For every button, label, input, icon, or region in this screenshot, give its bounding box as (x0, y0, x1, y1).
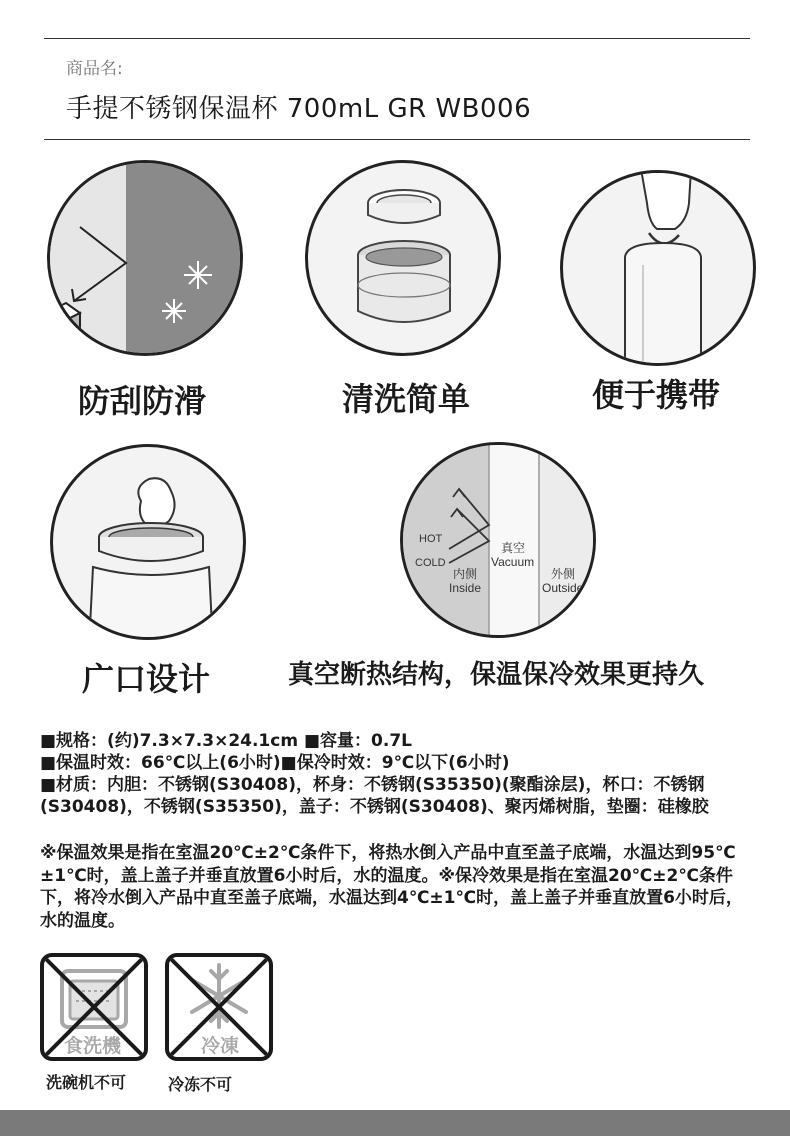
spec-list (40, 730, 756, 818)
feature-carry-label: 便于携带 (592, 376, 721, 414)
feature-scratch-label: 防刮防滑 (78, 382, 207, 420)
outside-en-label: Outside (542, 581, 584, 595)
no-dishwasher-caption: 洗碗机不可 (46, 1073, 127, 1092)
header-divider (44, 139, 750, 140)
product-name-label: 商品名: (66, 59, 123, 79)
no-freezer-caption: 冷冻不可 (168, 1075, 233, 1094)
spec-insulation-time: ■保温时效：66℃以上(6小时)■保冷时效：9℃以下(6小时) (40, 753, 510, 773)
no-dishwasher-icon (40, 953, 148, 1061)
top-divider (44, 38, 750, 39)
insulation-note: ※保温效果是指在室温20℃±2℃条件下，将热水倒入产品中直至盖子底端，水温达到95℃±1℃时，盖上盖子并垂直放置6小时后，水的温度。※保冷效果是指在室温20℃±2℃条件下，将冷水倒入产品中直至盖子底端，水温达到4℃±1℃时，盖上盖子并垂直放置6小时后，水的温度。 (40, 843, 743, 931)
wide-mouth-illustration (50, 444, 246, 640)
feature-vacuum-label: 真空断热结构，保温保冷效果更持久 (288, 660, 705, 690)
vacuum-structure-diagram (400, 442, 596, 638)
spec-material: ■材质：内胆：不锈钢(S30408)，杯身：不锈钢(S35350)(聚酯涂层)，杯口：不锈钢(S30408)，不锈钢(S35350)，盖子：不锈钢(S30408)、聚丙烯树脂，垫圈：硅橡胶 (40, 775, 709, 817)
no-freezer-icon (165, 953, 273, 1061)
vacuum-en-label: Vacuum (491, 555, 535, 569)
easy-clean-illustration (305, 160, 501, 356)
outside-cn-label: 外侧 (551, 567, 576, 581)
product-name: 手提不锈钢保温杯 700mL GR WB006 (66, 94, 532, 124)
scratch-resistant-illustration (47, 160, 243, 356)
vacuum-cn-label: 真空 (501, 541, 526, 555)
hot-label: HOT (419, 533, 443, 545)
inside-en-label: Inside (449, 581, 482, 595)
feature-clean-label: 清洗简单 (342, 380, 471, 418)
freeze-icon-text: 冷凍 (201, 1035, 240, 1057)
footer-bar (0, 1110, 790, 1136)
dishwasher-icon-text: 食洗機 (64, 1035, 122, 1057)
feature-mouth-label: 广口设计 (82, 660, 211, 698)
cold-label: COLD (415, 557, 446, 569)
portable-illustration (560, 170, 756, 366)
spec-size-capacity: ■规格：(约)7.3×7.3×24.1cm ■容量：0.7L (40, 731, 412, 751)
snowflake-icon (192, 965, 246, 1027)
inside-cn-label: 内侧 (453, 567, 478, 581)
